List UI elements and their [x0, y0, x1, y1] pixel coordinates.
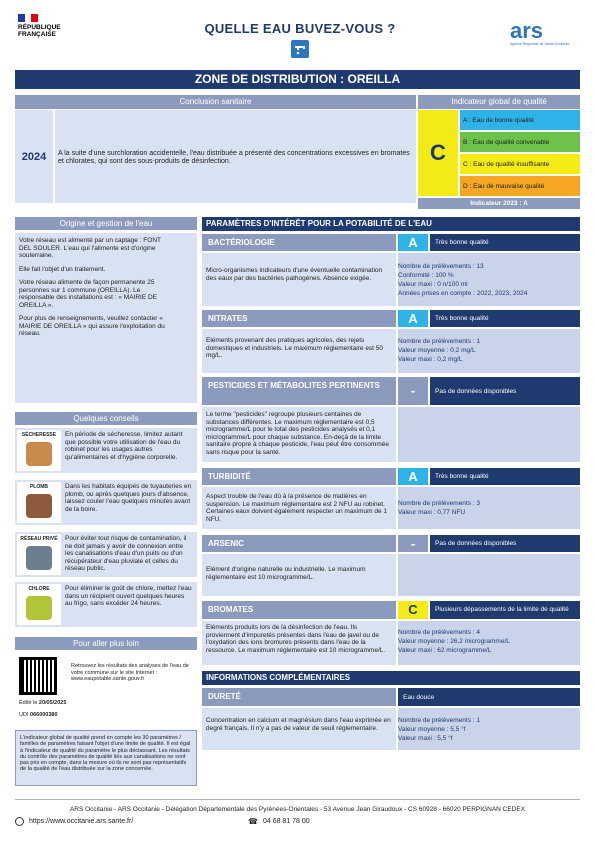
- param-detail-bromates: [202, 621, 580, 665]
- tips-heading: Quelques conseils: [15, 412, 197, 425]
- param-stats: [398, 621, 580, 665]
- param-row-arsenic: [202, 535, 580, 552]
- stat-line: Nombre de prélèvements : 1: [398, 338, 481, 345]
- stat-line: Valeur maxi : 62 microgramme/L: [398, 647, 492, 654]
- tip-text: Pour éliminer le goût de chlore, mettez l'eau dans un récipient ouvert quelques heures au frigo, sans excéder 24 heures.: [65, 585, 192, 607]
- complement-heading: INFORMATIONS COMPLÉMENTAIRES: [202, 671, 580, 685]
- param-quality: Très bonne qualité: [430, 234, 580, 251]
- param-letter: -: [398, 377, 428, 405]
- udi-label: UDI: [19, 712, 29, 718]
- param-name: NITRATES: [202, 310, 396, 327]
- further-text: Retrouvez les résultats des analyses de l'eau de votre commune sur le site Internet : www.eaupotable.sante.gouv.fr: [71, 663, 189, 682]
- param-quality: Très bonne qualité: [430, 468, 580, 485]
- page-title: QUELLE EAU BUVEZ-VOUS ?: [204, 21, 396, 36]
- origin-paragraph: Votre réseau alimente de façon permanente 25 personnes sur 1 commune (OREILLA). Le responsable des installations est : « MAIRIE DE OREILLA ».: [19, 279, 158, 309]
- phone-number: 04 68 81 78 00: [262, 818, 310, 825]
- stat-line: Valeur maxi : 0,2 mg/L: [398, 356, 463, 363]
- param-letter: A: [398, 310, 428, 327]
- edited-date: 20/05/2025: [38, 700, 67, 706]
- param-row-bacteriologie: [202, 234, 580, 251]
- tip-lead: [15, 480, 197, 525]
- param-detail-arsenic: [202, 554, 580, 596]
- param-row-nitrates: [202, 310, 580, 327]
- indicator-note: L'indicateur global de qualité prend en compte les 30 paramètres / familles de paramètres faisant l'objet d'une limite de qualité. Il est égal à l'indicateur de qualité du paramètre le plus déclassant. Les résultats du contrôle des paramètres de qualité liés aux canalisations ne sont pas pris en compte, dans la mesure où ils ne sont pas représentatifs de la qualité de l'eau distribuée sur la zone concernée.: [15, 730, 197, 786]
- stat-line: Valeur moyenne : 5,5 °f: [398, 726, 466, 733]
- tip-label: CHLORE: [28, 586, 50, 592]
- tip-text: En période de sécheresse, limitez autant que possible votre utilisation de l'eau du robinet pour les usages autres qu'alimentaires et d'hygiène corporelle.: [65, 431, 183, 461]
- param-letter: A: [398, 234, 428, 251]
- param-name: BACTÉRIOLOGIE: [202, 234, 396, 251]
- lead-pipe-icon: [17, 482, 61, 523]
- param-description: Eléments produits lors de la désinfection de l'eau. Ils proviennent d'impuretés présentes dans l'eau de javel ou de l'oxydation des ions bromures présents dans l'eau de la ressource. Le maximum réglementaire est 10 microgramme/L.: [202, 621, 396, 665]
- level-b: B : Eau de qualité convenable: [460, 132, 580, 152]
- footer-website[interactable]: [15, 817, 133, 826]
- origin-box: [15, 233, 197, 403]
- footer-address: ARS Occitanie - ARS Occitanie - Délégation Départementale des Pyrénées-Orientales - 53 Avenue Jean Giraudoux - CS 60928 - 66020 PERPIGNAN CEDEX: [69, 806, 526, 813]
- conclusion-year: 2024: [15, 110, 53, 203]
- quality-letter: C: [418, 110, 458, 196]
- param-stats: [398, 329, 580, 373]
- param-detail-durete: [202, 708, 580, 750]
- param-quality: Très bonne qualité: [430, 310, 580, 327]
- ars-logo: [510, 20, 580, 46]
- indicator-heading: Indicateur global de qualité: [418, 95, 580, 109]
- tip-drought: [15, 428, 197, 473]
- udi-line: [19, 712, 58, 718]
- param-quality: Eau douce: [398, 688, 580, 706]
- conclusion-heading: Conclusion sanitaire: [15, 95, 416, 109]
- edited-line: [19, 700, 66, 706]
- param-stats: [398, 487, 580, 529]
- stat-line: Valeur moyenne : 0,2 mg/L: [398, 347, 476, 354]
- param-quality: Pas de données disponibles: [430, 535, 580, 552]
- param-quality: Pas de données disponibles: [430, 377, 580, 405]
- param-description: Aspect trouble de l'eau dû à la présence de matières en suspension. Le maximum réglementaire est 2 NFU au robinet. Certaines eaux doivent également respecter un maximum de 1 NFU.: [202, 487, 396, 529]
- tip-label: RÉSEAU PRIVÉ: [20, 536, 58, 542]
- stat-line: Nombre de prélèvements : 4: [398, 629, 481, 636]
- private-network-icon: [17, 534, 61, 575]
- edited-label: Édité le: [19, 700, 38, 706]
- further-box: [15, 653, 197, 698]
- tip-private-network: [15, 532, 197, 577]
- ars-logo-subtitle: Agence Régionale de Santé Occitanie: [510, 42, 570, 46]
- param-quality: Plusieurs dépassements de la limite de qualité: [430, 601, 580, 619]
- param-stats: [398, 708, 580, 750]
- origin-paragraph: Pour plus de renseignements, veuillez contacter « MAIRIE DE OREILLA » qui assure l'exploitation du réseau.: [19, 315, 165, 337]
- tip-text: Dans les habitats équipés de tuyauteries en plomb, ou après quelques jours d'absence, laissez couler l'eau quelques minutes avant de la boire.: [65, 483, 192, 513]
- param-name: DURETÉ: [202, 688, 396, 706]
- param-stats: [398, 253, 580, 306]
- chlorine-icon: [17, 584, 61, 625]
- param-description: Concentration en calcium et magnésium dans l'eau exprimée en degré français. Il n'y a pas de valeur de seuil réglementaire.: [202, 708, 396, 750]
- stat-line: Valeur maxi : 5,5 °f: [398, 735, 453, 742]
- param-letter: A: [398, 468, 428, 485]
- ars-logo-text: ars: [510, 18, 544, 43]
- republic-line1: RÉPUBLIQUE: [18, 24, 61, 31]
- param-name: PESTICIDES ET MÉTABOLITES PERTINENTS: [202, 377, 396, 405]
- param-stats: [398, 554, 580, 596]
- param-row-durete: [202, 688, 580, 706]
- tip-text: Pour éviter tout risque de contamination, il ne doit jamais y avoir de connexion entre les canalisations d'eau d'un puits ou d'un récupérateur d'eau pluviale et celles du réseau public.: [65, 535, 187, 572]
- tip-label: SÉCHERESSE: [21, 432, 57, 438]
- param-name: BROMATES: [202, 601, 396, 619]
- param-description: Le terme "pesticides" regroupe plusieurs centaines de substances différentes. Le maximum réglementaire est 0,5 microgramme/L pour le total des pesticides analysés et 0,1 microgramme/L pour chaque substance. En-deçà de la limite sanitaire propre à chaque pesticide, l'eau peut être consommée sans risque pour la santé.: [202, 407, 396, 462]
- params-heading: PARAMÈTRES D'INTÉRÊT POUR LA POTABILITÉ DE L'EAU: [202, 217, 580, 231]
- stat-line: Valeur maxi : 0 n/100 ml: [398, 281, 468, 288]
- param-description: Micro-organismes indicateurs d'une éventuelle contamination des eaux par des bactéries pathogènes. Absence exigée.: [202, 253, 396, 306]
- param-detail-bacteriologie: [202, 253, 580, 306]
- stat-line: Valeur maxi : 0,77 NFU: [398, 509, 466, 516]
- udi-value: 066000380: [30, 712, 58, 718]
- qr-code-icon: [19, 657, 57, 695]
- param-row-bromates: [202, 601, 580, 619]
- param-description: Eléments provenant des pratiques agricoles, des rejets domestiques et industriels. Le maximum réglementaire est 50 mg/L.: [202, 329, 396, 373]
- footer-phone: [248, 817, 310, 826]
- param-detail-nitrates: [202, 329, 580, 373]
- param-detail-pesticides: [202, 407, 580, 462]
- param-name: ARSENIC: [202, 535, 396, 552]
- param-stats: [398, 407, 580, 462]
- tip-label: PLOMB: [29, 484, 49, 490]
- param-row-pesticides: [202, 377, 580, 405]
- stat-line: Nombre de prélèvements : 3: [398, 500, 481, 507]
- param-description: Elément d'origine naturelle ou industrielle. Le maximum réglementaire est 10 microgramme/L.: [202, 554, 396, 596]
- origin-heading: Origine et gestion de l'eau: [15, 217, 197, 230]
- stat-line: Nombre de prélèvements : 1: [398, 717, 481, 724]
- param-detail-turbidite: [202, 487, 580, 529]
- conclusion-text: A la suite d'une surchloration accidentelle, l'eau distribuée a présenté des concentrations excessives en bromates et chlorates, qui sont des sous-produits de désinfection.: [55, 110, 416, 203]
- origin-paragraph: Elle fait l'objet d'un traitement.: [19, 265, 106, 273]
- phone-icon: ☎: [248, 817, 258, 826]
- tip-chlorine: [15, 582, 197, 627]
- republique-francaise-logo: [18, 14, 78, 38]
- origin-paragraph: Votre réseau est alimenté par un captage : FONT DEL SOULER. L'eau qui l'alimente est d'origine souterraine.: [19, 237, 161, 259]
- param-letter: -: [398, 535, 428, 552]
- republic-line2: FRANÇAISE: [18, 31, 56, 38]
- param-letter: C: [398, 601, 428, 619]
- stat-line: Valeur moyenne : 26,2 microgramme/L: [398, 638, 510, 645]
- further-heading: Pour aller plus loin: [15, 637, 197, 650]
- stat-line: Conformité : 100 %: [398, 272, 454, 279]
- stat-line: Nombre de prélèvements : 13: [398, 263, 484, 270]
- zone-banner: ZONE DE DISTRIBUTION : OREILLA: [15, 70, 580, 89]
- globe-icon: [15, 817, 24, 826]
- footer-divider: [15, 799, 580, 800]
- drought-icon: [17, 430, 61, 471]
- level-a: A : Eau de bonne qualité: [460, 110, 580, 130]
- level-d: D : Eau de mauvaise qualité: [460, 176, 580, 196]
- water-tap-icon: [291, 40, 309, 58]
- param-name: TURBIDITÉ: [202, 468, 396, 485]
- website-link[interactable]: https://www.occitanie.ars.sante.fr/: [29, 818, 134, 825]
- stat-line: Années prises en compte : 2022, 2023, 2024: [398, 290, 528, 297]
- previous-indicator: Indicateur 2023 : A: [418, 198, 580, 209]
- level-c: C : Eau de qualité insuffisante: [460, 154, 580, 174]
- param-row-turbidite: [202, 468, 580, 485]
- french-flag-icon: [18, 14, 38, 22]
